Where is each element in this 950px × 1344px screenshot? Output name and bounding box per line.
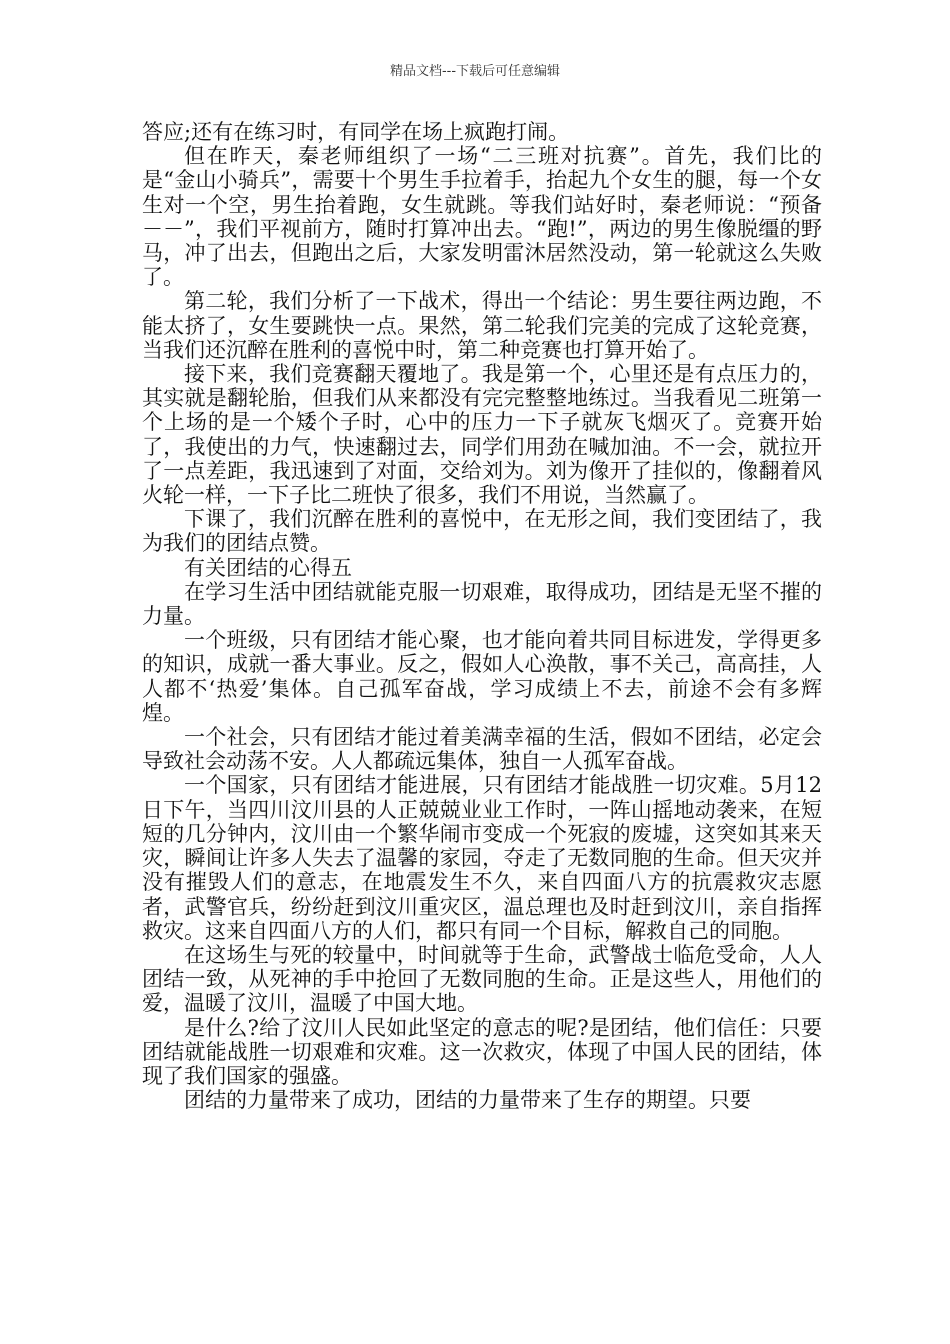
paragraph-10: 在这场生与死的较量中，时间就等于生命，武警战士临危受命，人人团结一致，从死神的手中抢回了无数同胞的生命。正是这些人，用他们的爱，温暖了汶川，温暖了中国大地。 bbox=[142, 942, 822, 1016]
paragraph-11: 是什么?给了汶川人民如此坚定的意志的呢?是团结，他们信任：只要团结就能战胜一切艰难和灾难。这一次救灾，体现了中国人民的团结，体现了我们国家的强盛。 bbox=[142, 1015, 822, 1088]
paragraph-8: 一个社会，只有团结才能过着美满幸福的生活，假如不团结，必定会导致社会动荡不安。人人都疏远集体，独自一人孤军奋战。 bbox=[142, 725, 822, 774]
paragraph-6: 在学习生活中团结就能克服一切艰难，取得成功，团结是无坚不摧的力量。 bbox=[142, 579, 822, 629]
paragraph-2: 但在昨天，秦老师组织了一场“二三班对抗赛”。首先，我们比的是“金山小骑兵”，需要十个男生手拉着手，抬起九个女生的腿，每一个女生对一个空，男生抬着跑，女生就跳。等我们站好时，秦老师说：“预备－－”，我们平视前方，随时打算冲出去。“跑!”，两边的男生像脱缰的野马，冲了出去，但跑出之后，大家发明雷沐居然没动，第一轮就这么失败了。 bbox=[142, 144, 822, 290]
section-heading: 有关团结的心得五 bbox=[184, 555, 352, 580]
paragraph-9: 一个国家，只有团结才能进展，只有团结才能战胜一切灾难。5月12日下午，当四川汶川县的人正兢兢业业工作时，一阵山摇地动袭来，在短短的几分钟内，汶川由一个繁华闹市变成一个死寂的废墟，这突如其来天灾，瞬间让许多人失去了温馨的家园，夺走了无数同胞的生命。但天灾并没有摧毁人们的意志，在地震发生不久，来自四面八方的抗震救灾志愿者，武警官兵，纷纷赶到汶川重灾区，温总理也及时赶到汶川，亲自指挥救灾。这来自四面八方的人们，都只有同一个目标，解救自己的同胞。 bbox=[142, 773, 822, 943]
page-header: 精品文档---下载后可任意编辑 bbox=[389, 64, 561, 79]
paragraph-7: 一个班级，只有团结才能心聚，也才能向着共同目标进发，学得更多的知识，成就一番大事业。反之，假如人心涣散，事不关己，高高挂，人人都不‘热爱’集体。自己孤军奋战，学习成绩上不去，前途不会有多辉煌。 bbox=[142, 628, 822, 725]
paragraph-3: 第二轮，我们分析了一下战术，得出一个结论：男生要往两边跑，不能太挤了，女生要跳快一点。果然，第二轮我们完美的完成了这轮竞赛，当我们还沉醉在胜利的喜悦中时，第二种竞赛也打算开始了。 bbox=[142, 289, 822, 362]
paragraph-5: 下课了，我们沉醉在胜利的喜悦中，在无形之间，我们变团结了，我为我们的团结点赞。 bbox=[142, 507, 822, 556]
paragraph-4: 接下来，我们竞赛翻天覆地了。我是第一个，心里还是有点压力的，其实就是翻轮胎，但我们从来都没有完完整整地练过。当我看见二班第一个上场的是一个矮个子时，心中的压力一下子就灰飞烟灭了。竞赛开始了，我使出的力气，快速翻过去，同学们用劲在喊加油。不一会，就拉开了一点差距，我迅速到了对面，交给刘为。刘为像开了挂似的，像翻着风火轮一样，一下子比二班快了很多，我们不用说，当然赢了。 bbox=[142, 362, 822, 508]
document-body bbox=[142, 120, 822, 1112]
paragraph-12: 团结的力量带来了成功，团结的力量带来了生存的期望。只要 bbox=[184, 1088, 751, 1113]
paragraph-1: 答应;还有在练习时，有同学在场上疯跑打闹。 bbox=[142, 120, 570, 144]
